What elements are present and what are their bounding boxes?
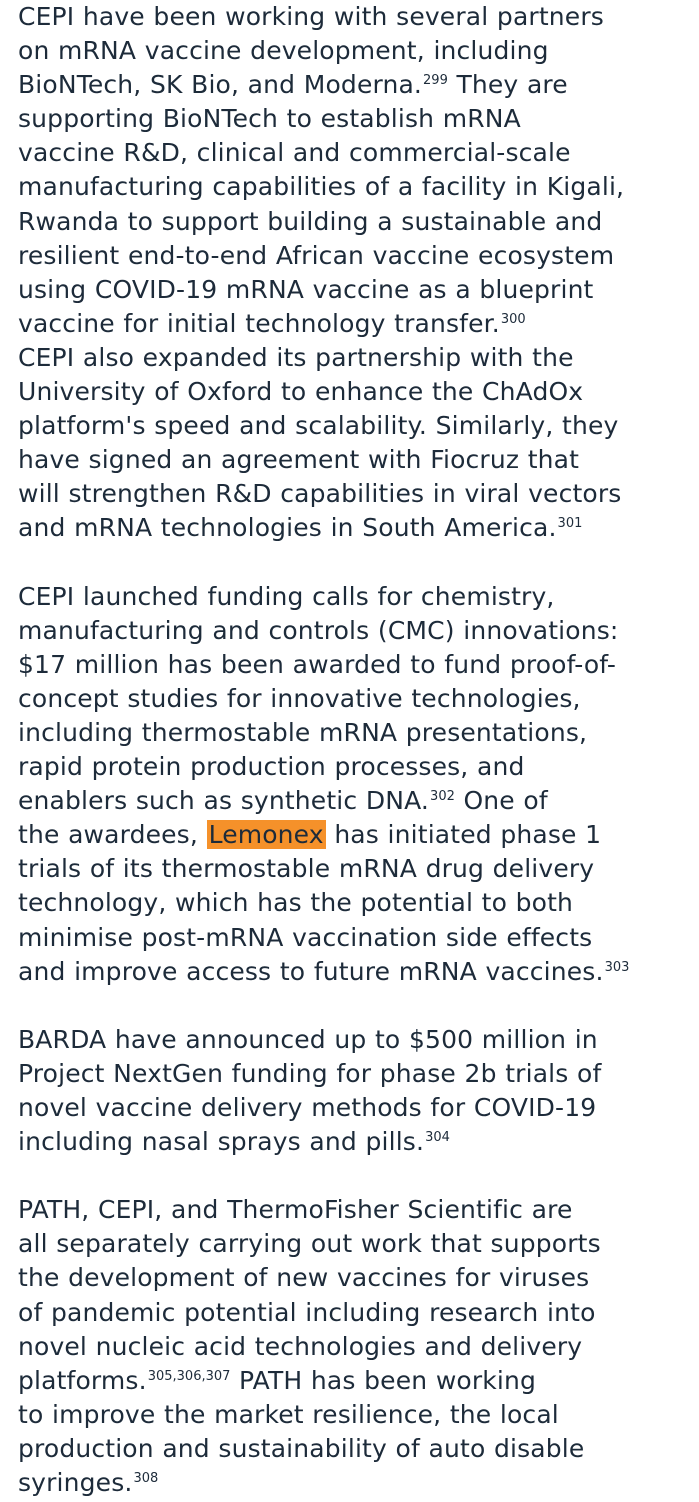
text-run: will strengthen R&D capabilities in viral vectors bbox=[18, 479, 622, 509]
footnote-reference[interactable]: 303 bbox=[604, 959, 630, 975]
text-run: concept studies for innovative technologies, bbox=[18, 683, 581, 713]
text-line bbox=[18, 477, 690, 511]
text-run: manufacturing and controls (CMC) innovations: bbox=[18, 615, 619, 645]
text-line bbox=[18, 784, 690, 818]
text-run: novel nucleic acid technologies and delivery bbox=[18, 1331, 583, 1361]
text-line bbox=[18, 1091, 690, 1125]
text-line bbox=[18, 852, 690, 886]
document-body bbox=[18, 0, 690, 1500]
footnote-reference[interactable]: 308 bbox=[133, 1471, 159, 1487]
text-line bbox=[18, 239, 690, 273]
text-run: platform's speed and scalability. Similarly, they bbox=[18, 411, 619, 441]
text-run: platforms. bbox=[18, 1365, 147, 1395]
text-line bbox=[18, 750, 690, 784]
text-line bbox=[18, 648, 690, 682]
text-line bbox=[18, 273, 690, 307]
text-line bbox=[18, 580, 690, 614]
footnote-reference[interactable]: 305,306,307 bbox=[147, 1368, 231, 1384]
text-run: They are bbox=[447, 70, 568, 100]
text-run: CEPI also expanded its partnership with the bbox=[18, 342, 574, 372]
text-run: Project NextGen funding for phase 2b trials of bbox=[18, 1058, 602, 1088]
footnote-reference[interactable]: 302 bbox=[430, 789, 455, 805]
text-line bbox=[18, 102, 690, 136]
text-line bbox=[18, 34, 690, 68]
text-run: the awardees, bbox=[18, 820, 207, 850]
text-run: and improve access to future mRNA vaccines. bbox=[18, 956, 604, 986]
text-run: including nasal sprays and pills. bbox=[18, 1127, 425, 1157]
text-run: novel vaccine delivery methods for COVID-19 bbox=[18, 1093, 597, 1122]
text-run: supporting BioNTech to establish mRNA bbox=[18, 104, 521, 134]
text-run: on mRNA vaccine development, including bbox=[18, 36, 549, 66]
text-line bbox=[18, 921, 690, 955]
paragraph bbox=[18, 580, 690, 989]
paragraph-gap bbox=[18, 546, 690, 580]
text-run: resilient end-to-end African vaccine ecosystem bbox=[18, 240, 615, 270]
text-line bbox=[18, 682, 690, 716]
paragraph bbox=[18, 0, 690, 546]
text-line bbox=[18, 1057, 690, 1091]
text-line bbox=[18, 1261, 690, 1295]
text-line bbox=[18, 307, 690, 341]
text-run: trials of its thermostable mRNA drug delivery bbox=[18, 854, 595, 884]
text-run: of pandemic potential including research into bbox=[18, 1297, 596, 1327]
text-run: vaccine R&D, clinical and commercial-scale bbox=[18, 138, 571, 168]
footnote-reference[interactable]: 300 bbox=[500, 311, 526, 327]
footnote-reference[interactable]: 299 bbox=[423, 73, 448, 89]
paragraph bbox=[18, 1193, 690, 1500]
text-run: University of Oxford to enhance the ChAdOx bbox=[18, 377, 584, 407]
text-run: PATH, CEPI, and ThermoFisher Scientific are bbox=[18, 1195, 573, 1225]
text-line bbox=[18, 955, 690, 989]
text-line bbox=[18, 1432, 690, 1466]
text-run: minimise post-mRNA vaccination side effects bbox=[18, 922, 593, 952]
footnote-reference[interactable]: 304 bbox=[425, 1130, 450, 1146]
text-line bbox=[18, 1466, 690, 1500]
paragraph-gap bbox=[18, 989, 690, 1023]
text-line bbox=[18, 443, 690, 477]
text-run: CEPI have been working with several partners bbox=[18, 2, 604, 31]
text-line bbox=[18, 375, 690, 409]
text-run: manufacturing capabilities of a facility in Kigali, bbox=[18, 172, 625, 202]
text-line bbox=[18, 1193, 690, 1227]
text-line bbox=[18, 614, 690, 648]
text-line bbox=[18, 886, 690, 920]
text-run: One of bbox=[454, 786, 548, 816]
text-run: rapid protein production processes, and bbox=[18, 752, 525, 782]
text-run: syringes. bbox=[18, 1468, 133, 1498]
text-line bbox=[18, 1227, 690, 1261]
text-line bbox=[18, 511, 690, 545]
text-run: BioNTech, SK Bio, and Moderna. bbox=[18, 70, 423, 100]
paragraph-gap bbox=[18, 1159, 690, 1193]
text-run: Rwanda to support building a sustainable and bbox=[18, 206, 603, 236]
text-line bbox=[18, 409, 690, 443]
text-line bbox=[18, 1364, 690, 1398]
text-run: all separately carrying out work that supports bbox=[18, 1229, 601, 1259]
footnote-reference[interactable]: 301 bbox=[557, 516, 583, 532]
text-run: vaccine for initial technology transfer. bbox=[18, 308, 500, 338]
text-run: to improve the market resilience, the local bbox=[18, 1399, 559, 1429]
text-line bbox=[18, 68, 690, 102]
text-line bbox=[18, 136, 690, 170]
text-run: including thermostable mRNA presentations, bbox=[18, 717, 588, 747]
text-run: has initiated phase 1 bbox=[325, 820, 602, 850]
text-run: BARDA have announced up to $500 million in bbox=[18, 1024, 598, 1054]
text-line bbox=[18, 716, 690, 750]
text-line bbox=[18, 1330, 690, 1364]
text-run: PATH has been working bbox=[230, 1365, 537, 1395]
text-run: enablers such as synthetic DNA. bbox=[18, 786, 430, 816]
text-line bbox=[18, 170, 690, 204]
text-run: $17 million has been awarded to fund proof-of- bbox=[18, 649, 617, 679]
text-run: and mRNA technologies in South America. bbox=[18, 513, 557, 543]
text-run: have signed an agreement with Fiocruz that bbox=[18, 445, 580, 475]
text-run: technology, which has the potential to both bbox=[18, 888, 574, 918]
text-run: CEPI launched funding calls for chemistry, bbox=[18, 581, 555, 611]
text-line bbox=[18, 818, 690, 852]
text-line bbox=[18, 205, 690, 239]
highlighted-text: Lemonex bbox=[208, 820, 324, 850]
text-line bbox=[18, 1296, 690, 1330]
text-line bbox=[18, 1023, 690, 1057]
text-run: using COVID-19 mRNA vaccine as a blueprint bbox=[18, 274, 594, 304]
text-line bbox=[18, 0, 690, 34]
text-line bbox=[18, 1398, 690, 1432]
text-line bbox=[18, 1125, 690, 1159]
text-line bbox=[18, 341, 690, 375]
text-run: production and sustainability of auto disable bbox=[18, 1433, 585, 1463]
paragraph bbox=[18, 1023, 690, 1159]
text-run: the development of new vaccines for viruses bbox=[18, 1263, 590, 1293]
